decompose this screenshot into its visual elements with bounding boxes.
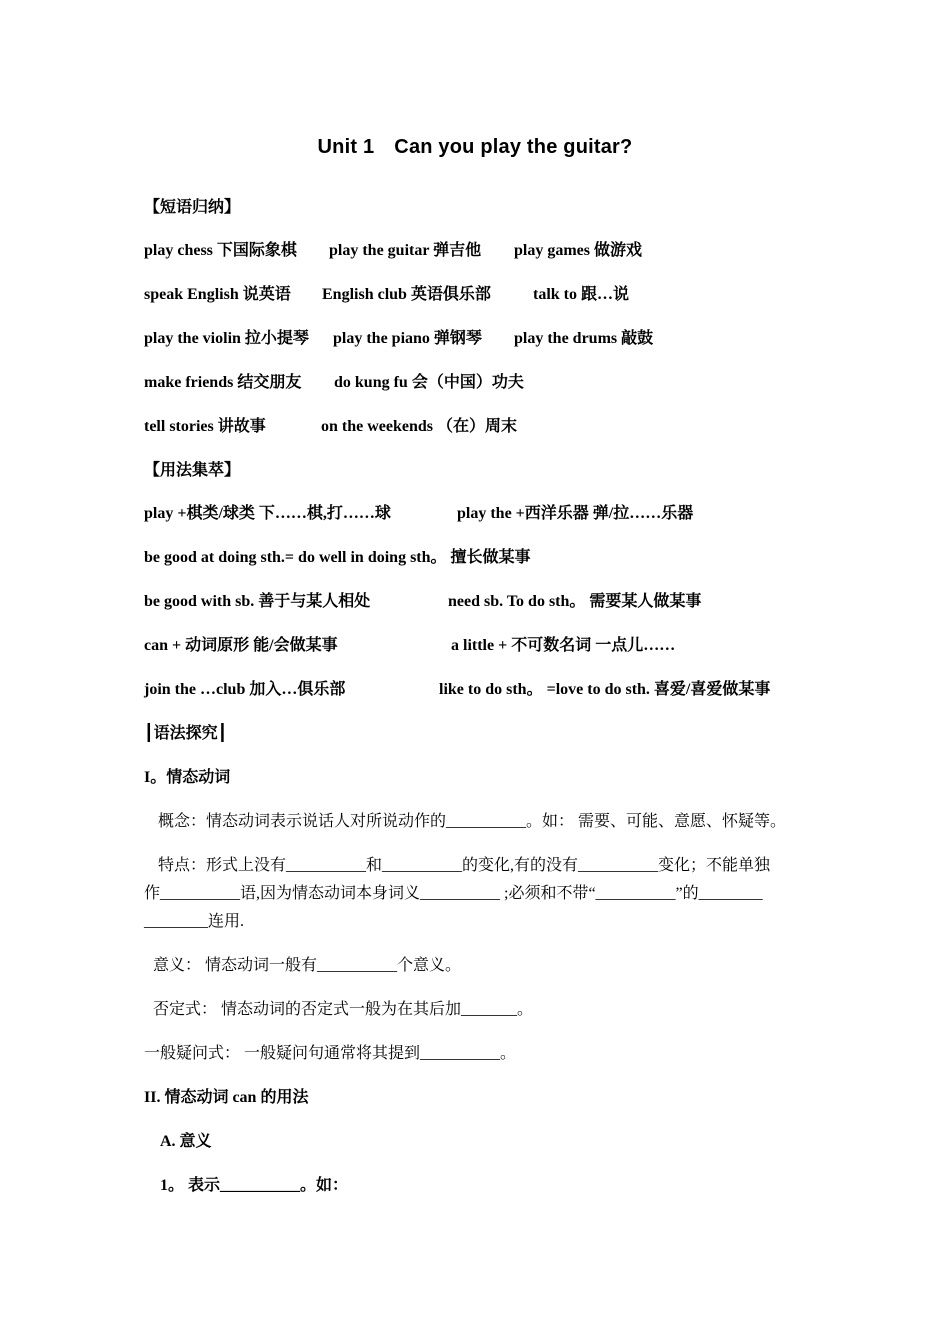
section-heading: II. 情态动词 can 的用法 [144,1089,309,1106]
phrase-item: play games 做游戏 [514,242,643,259]
features-text: 作__________语,因为情态动词本身词义__________ ;必须和不带“__________”的________ [144,885,763,902]
phrase-row [144,416,517,438]
phrase-item: play the violin 拉小提琴 [144,330,309,347]
meaning-text: 意义： 情态动词一般有__________个意义。 [153,957,462,974]
phrase-item: do kung fu 会（中国）功夫 [334,374,524,391]
usage-item: need sb. To do sth。 需要某人做某事 [448,593,702,610]
section-heading: I。情态动词 [144,769,231,786]
usage-row [144,503,693,525]
phrase-row [144,328,653,350]
usage-item: be good at doing sth.= do well in doing sth。 擅长做某事 [144,549,531,566]
title-unit: Unit 1 [317,136,375,158]
grammar-heading: ┃语法探究┃ [144,725,228,742]
question-text: 一般疑问式： 一般疑问句通常将其提到__________。 [144,1045,517,1062]
usage-item: play +棋类/球类 下……棋,打……球 [144,505,391,522]
phrase-row [144,240,642,262]
usage-item: like to do sth。 =love to do sth. 喜爱/喜爱做某事 [439,681,771,698]
page-title [0,136,950,159]
features-text: 特点：形式上没有__________和__________的变化,有的没有__________变化；不能单独 [158,857,771,874]
phrase-item: play chess 下国际象棋 [144,242,297,259]
phrase-row [144,372,524,394]
phrase-item: play the piano 弹钢琴 [333,330,482,347]
usage-item: join the …club 加入…俱乐部 [144,681,346,698]
usage-row [144,679,770,701]
usage-item: can + 动词原形 能/会做某事 [144,637,338,654]
subsection-heading: A. 意义 [160,1133,212,1150]
usage-row [144,635,675,657]
phrase-item: play the drums 敲鼓 [514,330,654,347]
title-question: Can you play the guitar? [394,136,633,158]
concept-text: 概念：情态动词表示说话人对所说动作的__________。如： 需要、可能、意愿、怀疑等。 [158,813,787,830]
phrase-item: tell stories 讲故事 [144,418,266,435]
usage-item: be good with sb. 善于与某人相处 [144,593,371,610]
phrases-heading: 【短语归纳】 [144,199,241,216]
usage-heading: 【用法集萃】 [144,462,241,479]
phrase-item: talk to 跟…说 [533,286,630,303]
phrase-item: make friends 结交朋友 [144,374,302,391]
usage-row [144,591,701,613]
usage-item: a little + 不可数名词 一点儿…… [451,637,676,654]
phrase-item: speak English 说英语 [144,286,291,303]
phrase-row [144,284,629,306]
usage-item: play the +西洋乐器 弹/拉……乐器 [457,505,694,522]
features-text: ________连用. [144,913,245,930]
usage-row [144,547,531,569]
negative-text: 否定式： 情态动词的否定式一般为在其后加_______。 [153,1001,534,1018]
phrase-item: English club 英语俱乐部 [322,286,491,303]
phrase-item: on the weekends （在）周末 [321,418,518,435]
phrase-item: play the guitar 弹吉他 [329,242,482,259]
list-item: 1。 表示__________。如： [160,1177,349,1194]
